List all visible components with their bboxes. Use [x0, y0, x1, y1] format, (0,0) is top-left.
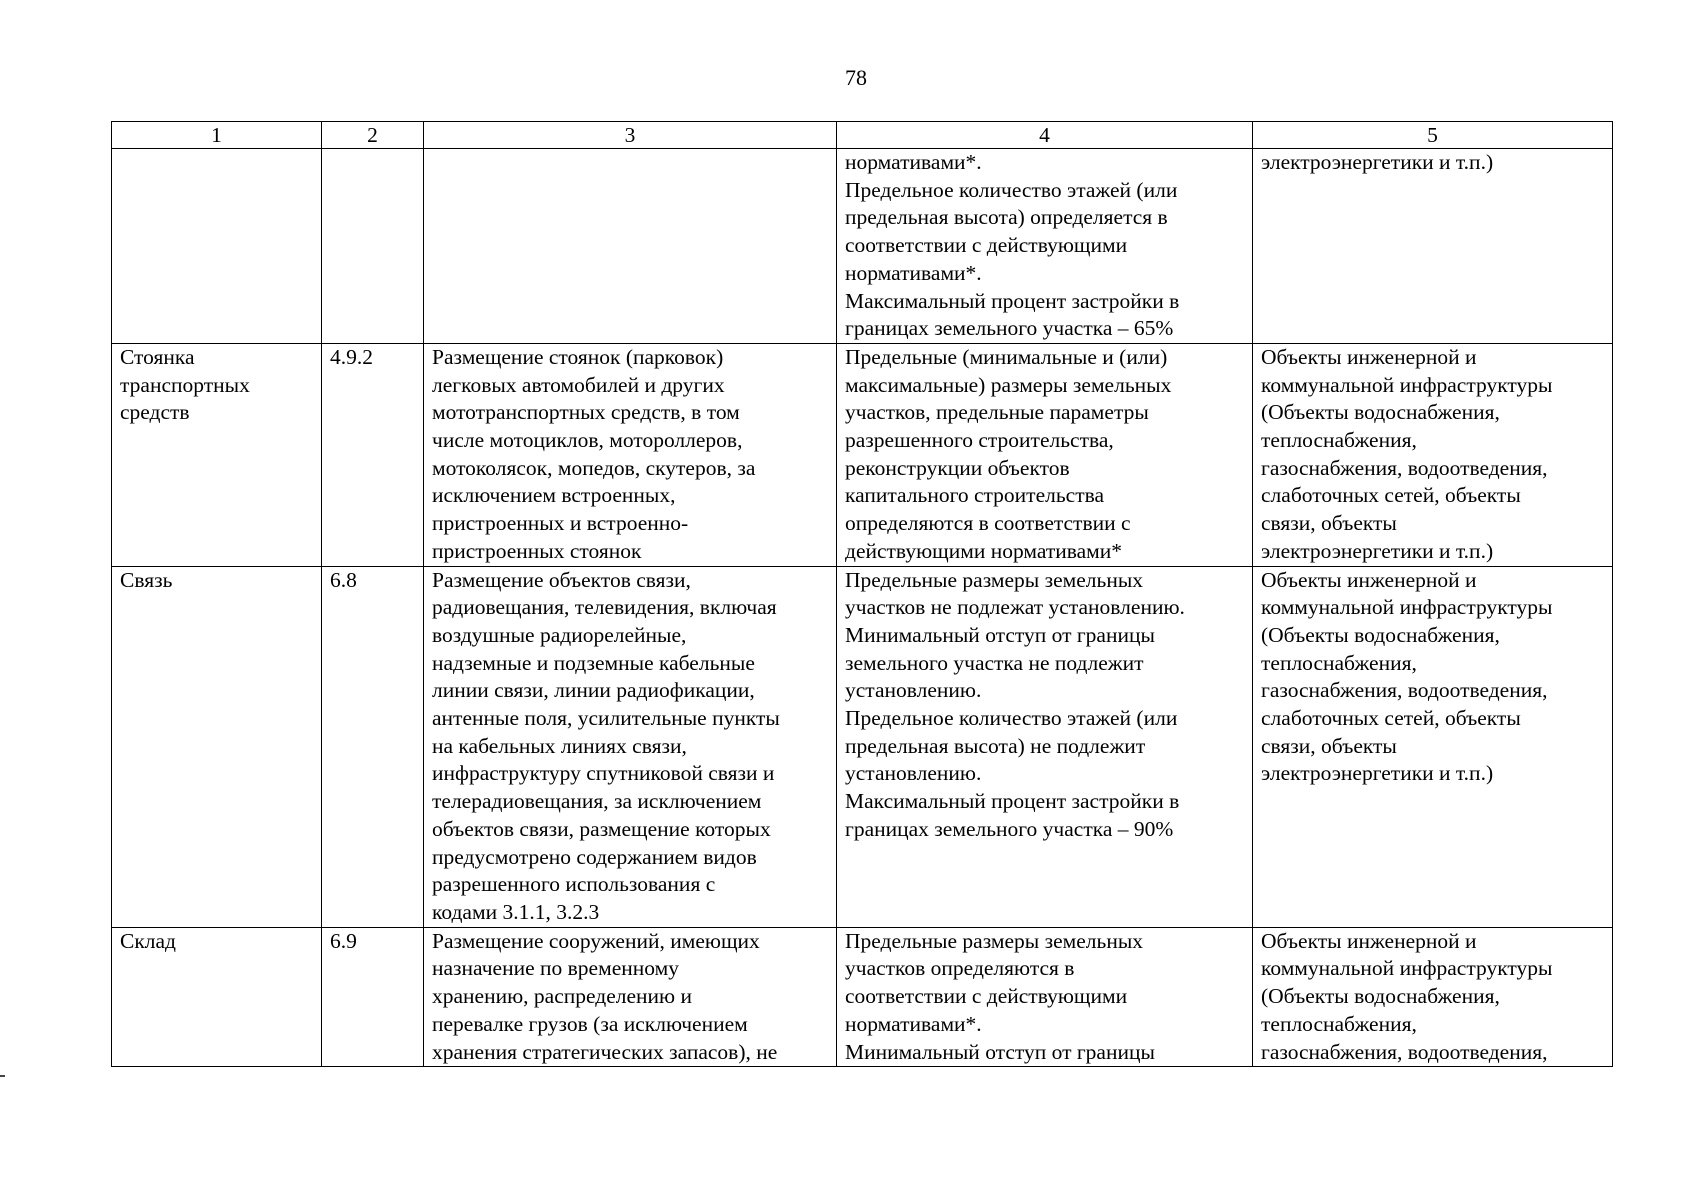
cell-text-line: Предельное количество этажей (или	[845, 706, 1178, 731]
cell-code	[322, 343, 424, 566]
column-header-5: 5	[1253, 122, 1613, 149]
cell-text-line: нормативами*.	[845, 150, 982, 174]
cell-text-line: соответствии с действующими	[845, 984, 1128, 1009]
cell-text-line: 6.8	[330, 567, 357, 592]
cell-code	[322, 927, 424, 1067]
cell-text-line: предельная высота) не подлежит	[845, 733, 1146, 758]
cell-text-line: на кабельных линиях связи,	[432, 733, 687, 758]
page-number: 78	[845, 65, 867, 90]
cell-text-line: Предельные (минимальные и (или)	[845, 344, 1168, 369]
cell-text-line: электроэнергетики и т.п.)	[1261, 150, 1494, 174]
cell-text-line: пристроенных стоянок	[432, 538, 642, 563]
header-row	[112, 122, 1613, 149]
cell-text-line: коммунальной инфраструктуры	[1261, 956, 1553, 981]
cell-description	[424, 927, 837, 1067]
cell-text-line: электроэнергетики и т.п.)	[1261, 538, 1494, 563]
cell-text-line: надземные и подземные кабельные	[432, 650, 755, 675]
cell-auxiliary-objects	[1253, 927, 1613, 1067]
table-header	[112, 122, 1613, 149]
cell-text-line: (Объекты водоснабжения,	[1261, 400, 1500, 425]
cell-text-line: границах земельного участка – 90%	[845, 816, 1174, 841]
cell-text-line: коммунальной инфраструктуры	[1261, 372, 1553, 397]
cell-text-line: теплоснабжения,	[1261, 1011, 1417, 1036]
cell-text-line: назначение по временному	[432, 956, 679, 981]
column-header-3: 3	[424, 122, 837, 149]
cell-auxiliary-objects	[1253, 149, 1613, 344]
cell-text-line: участков определяются в	[845, 956, 1075, 981]
cell-text-line: определяются в соответствии с	[845, 511, 1131, 536]
cell-text-line: Связь	[120, 567, 173, 592]
cell-text-line: легковых автомобилей и других	[432, 372, 725, 397]
cell-text-line: теплоснабжения,	[1261, 428, 1417, 453]
table-row	[112, 343, 1613, 566]
cell-text-line: теплоснабжения,	[1261, 650, 1417, 675]
cell-text-line: Стоянка	[120, 344, 195, 369]
cell-text-line: Размещение объектов связи,	[432, 567, 691, 592]
table-row	[112, 566, 1613, 927]
cell-text-line: действующими нормативами*	[845, 538, 1123, 563]
cell-text-line: 6.9	[330, 928, 357, 953]
cell-text-line: средств	[120, 400, 190, 425]
cell-text-line: участков не подлежат установлению.	[845, 595, 1185, 620]
cell-description	[424, 149, 837, 344]
cell-text-line: нормативами*.	[845, 1011, 982, 1036]
cell-text-line: Объекты инженерной и	[1261, 567, 1477, 592]
cell-text-line: соответствии с действующими	[845, 233, 1128, 258]
cell-text-line: разрешенного строительства,	[845, 428, 1114, 453]
cell-text-line: Максимальный процент застройки в	[845, 789, 1180, 814]
cell-description	[424, 343, 837, 566]
cell-text-line: электроэнергетики и т.п.)	[1261, 761, 1494, 786]
cell-name	[112, 343, 322, 566]
margin-mark	[0, 1075, 5, 1077]
cell-text-line: границах земельного участка – 65%	[845, 316, 1174, 341]
cell-text-line: предусмотрено содержанием видов	[432, 844, 757, 869]
cell-text-line: (Объекты водоснабжения,	[1261, 984, 1500, 1009]
cell-text-line: радиовещания, телевидения, включая	[432, 595, 777, 620]
cell-text-line: газоснабжения, водоотведения,	[1261, 678, 1548, 703]
cell-text-line: Минимальный отступ от границы	[845, 1039, 1155, 1064]
cell-text-line: Размещение стоянок (парковок)	[432, 344, 724, 369]
cell-parameters	[837, 149, 1253, 344]
cell-text-line: Размещение сооружений, имеющих	[432, 928, 760, 953]
cell-text-line: 4.9.2	[330, 344, 373, 369]
cell-text-line: Объекты инженерной и	[1261, 928, 1477, 953]
cell-text-line: воздушные радиорелейные,	[432, 622, 687, 647]
cell-parameters	[837, 927, 1253, 1067]
column-header-2: 2	[322, 122, 424, 149]
cell-text-line: Минимальный отступ от границы	[845, 622, 1155, 647]
cell-text-line: капитального строительства	[845, 483, 1105, 508]
cell-text-line: предельная высота) определяется в	[845, 205, 1168, 230]
cell-text-line: Предельные размеры земельных	[845, 928, 1144, 953]
cell-text-line: Предельные размеры земельных	[845, 567, 1144, 592]
cell-text-line: перевалке грузов (за исключением	[432, 1011, 748, 1036]
cell-text-line: (Объекты водоснабжения,	[1261, 622, 1500, 647]
cell-text-line: исключением встроенных,	[432, 483, 676, 508]
cell-text-line: числе мотоциклов, мотороллеров,	[432, 428, 743, 453]
cell-name	[112, 566, 322, 927]
cell-description	[424, 566, 837, 927]
cell-name	[112, 149, 322, 344]
cell-text-line: нормативами*.	[845, 260, 982, 285]
cell-text-line: мототранспортных средств, в том	[432, 400, 740, 425]
cell-parameters	[837, 566, 1253, 927]
cell-text-line: Объекты инженерной и	[1261, 344, 1477, 369]
cell-text-line: газоснабжения, водоотведения,	[1261, 1039, 1548, 1064]
cell-text-line: реконструкции объектов	[845, 455, 1070, 480]
cell-name	[112, 927, 322, 1067]
cell-text-line: хранению, распределению и	[432, 984, 692, 1009]
cell-text-line: телерадиовещания, за исключением	[432, 789, 762, 814]
cell-text-line: пристроенных и встроенно-	[432, 511, 689, 536]
cell-parameters	[837, 343, 1253, 566]
cell-code	[322, 149, 424, 344]
cell-text-line: установлению.	[845, 678, 982, 703]
cell-text-line: связи, объекты	[1261, 511, 1397, 536]
cell-text-line: антенные поля, усилительные пункты	[432, 706, 780, 731]
table-row	[112, 149, 1613, 344]
land-use-table	[111, 121, 1613, 1067]
cell-text-line: инфраструктуру спутниковой связи и	[432, 761, 775, 786]
cell-text-line: земельного участка не подлежит	[845, 650, 1144, 675]
cell-text-line: объектов связи, размещение которых	[432, 816, 771, 841]
cell-text-line: хранения стратегических запасов), не	[432, 1039, 778, 1064]
table-body	[112, 149, 1613, 1067]
cell-text-line: газоснабжения, водоотведения,	[1261, 455, 1548, 480]
column-header-1: 1	[112, 122, 322, 149]
table-row	[112, 927, 1613, 1067]
cell-text-line: участков, предельные параметры	[845, 400, 1149, 425]
cell-text-line: Склад	[120, 928, 176, 953]
cell-text-line: максимальные) размеры земельных	[845, 372, 1172, 397]
cell-text-line: кодами 3.1.1, 3.2.3	[432, 899, 600, 924]
cell-text-line: коммунальной инфраструктуры	[1261, 595, 1553, 620]
cell-auxiliary-objects	[1253, 343, 1613, 566]
cell-text-line: Предельное количество этажей (или	[845, 177, 1178, 202]
cell-text-line: слаботочных сетей, объекты	[1261, 706, 1521, 731]
cell-text-line: мотоколясок, мопедов, скутеров, за	[432, 455, 756, 480]
cell-text-line: Максимальный процент застройки в	[845, 288, 1180, 313]
cell-auxiliary-objects	[1253, 566, 1613, 927]
cell-text-line: линии связи, линии радиофикации,	[432, 678, 755, 703]
cell-text-line: связи, объекты	[1261, 733, 1397, 758]
cell-text-line: транспортных	[120, 372, 250, 397]
cell-text-line: установлению.	[845, 761, 982, 786]
cell-text-line: слаботочных сетей, объекты	[1261, 483, 1521, 508]
cell-code	[322, 566, 424, 927]
column-header-4: 4	[837, 122, 1253, 149]
cell-text-line: разрешенного использования с	[432, 872, 716, 897]
